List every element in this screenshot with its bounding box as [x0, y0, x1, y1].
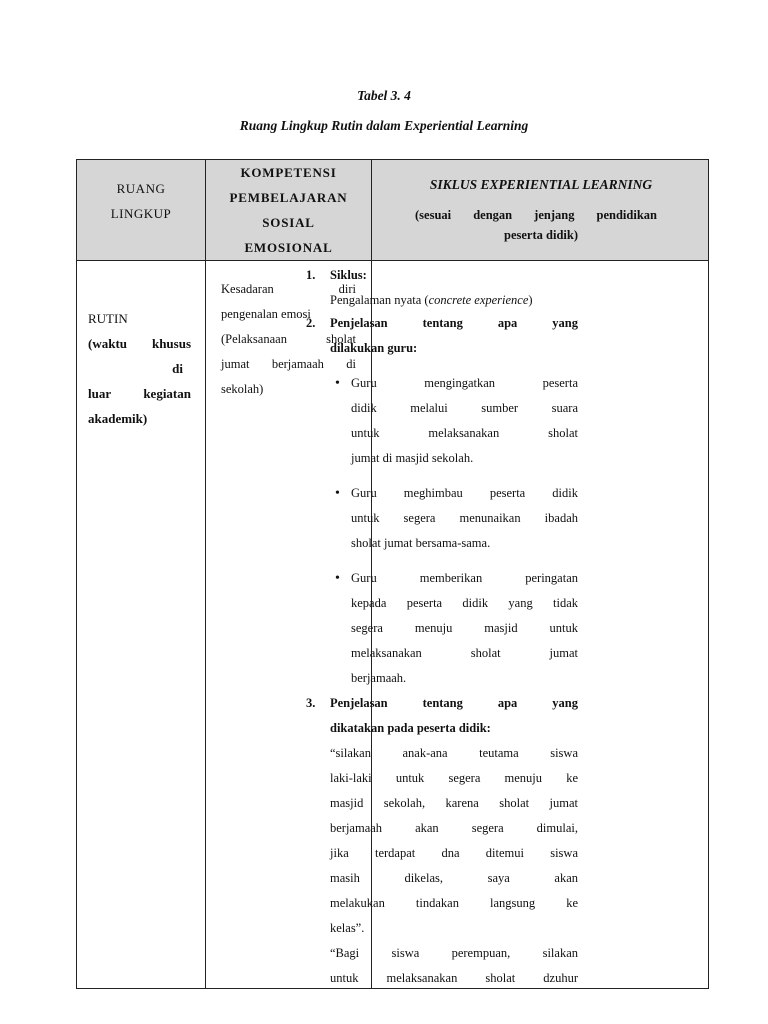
section-title: Siklus:: [330, 268, 367, 282]
bullet-icon: •: [335, 376, 340, 391]
kompetensi-line: pengenalan emosi: [221, 307, 311, 321]
bullet-line: segera menuju masjid untuk: [351, 621, 578, 635]
bullet-icon: •: [335, 571, 340, 586]
rutin-desc-line: (waktu khusus: [88, 336, 191, 351]
table-title: Ruang Lingkup Rutin dalam Experiential Learning: [239, 118, 529, 133]
section-number: 1.: [306, 268, 316, 282]
ruang-lingkup-cell: [88, 306, 191, 431]
section-title: dikatakan pada peserta didik:: [330, 721, 491, 735]
quote-line: untuk melaksanakan sholat dzuhur: [330, 971, 578, 985]
section-siklus: [306, 263, 578, 313]
rutin-desc-line: luar kegiatan: [88, 386, 191, 401]
quote-line: jika terdapat dna ditemui siswa: [330, 846, 578, 860]
text-part: ): [528, 293, 533, 307]
kompetensi-line: Kesadaran diri: [221, 282, 356, 296]
bullet-line: kepada peserta didik yang tidak: [351, 596, 578, 610]
bullet-line: Guru mengingatkan peserta: [351, 376, 578, 390]
kompetensi-line: jumat berjamaah di: [221, 357, 356, 371]
header-siklus-sub2: peserta didik): [504, 228, 578, 242]
bullet-line: Guru memberikan peringatan: [351, 571, 578, 585]
quote-line: melakukan tindakan langsung ke: [330, 896, 578, 910]
bullet-item: [335, 566, 578, 691]
bullet-line: didik melalui sumber suara: [351, 401, 578, 415]
header-kompetensi: [206, 160, 371, 260]
section-number: 2.: [306, 316, 316, 330]
bullet-line: sholat jumat bersama-sama.: [351, 536, 491, 550]
quote-line: laki-laki untuk segera menuju ke: [330, 771, 578, 785]
quote-line: “silakan anak-ana teutama siswa: [330, 746, 578, 760]
text-part: Pengalaman nyata (: [330, 293, 429, 307]
header-line: LINGKUP: [110, 206, 172, 221]
header-line: SOSIAL: [262, 215, 315, 230]
section-dilakukan-guru: [306, 311, 578, 361]
bullet-item: [335, 371, 578, 471]
kompetensi-line: (Pelaksanaan sholat: [221, 332, 356, 346]
bullet-icon: •: [335, 486, 340, 501]
bullet-line: untuk melaksanakan sholat: [351, 426, 578, 440]
quote-line: berjamaah akan segera dimulai,: [330, 821, 578, 835]
bullet-line: melaksanakan sholat jumat: [351, 646, 578, 660]
section-number: 3.: [306, 696, 316, 710]
header-ruang-lingkup: [77, 176, 205, 226]
section-dikatakan: [306, 691, 578, 991]
quote-line: kelas”.: [330, 921, 365, 935]
kompetensi-line: sekolah): [221, 382, 264, 396]
bullet-item: [335, 481, 578, 556]
section-text: [330, 288, 578, 313]
bullet-line: Guru meghimbau peserta didik: [351, 486, 578, 500]
header-line: EMOSIONAL: [244, 240, 333, 255]
section-title: dilakukan guru:: [330, 341, 418, 355]
rutin-label: RUTIN: [88, 311, 128, 326]
text-italic: concrete experience: [428, 293, 529, 307]
section-title: Penjelasan tentang apa yang: [330, 696, 578, 710]
header-line: PEMBELAJARAN: [229, 190, 348, 205]
bullet-line: berjamaah.: [351, 671, 407, 685]
quote-line: masih dikelas, saya akan: [330, 871, 578, 885]
bullet-line: jumat di masjid sekolah.: [351, 451, 474, 465]
header-siklus-title: SIKLUS EXPERIENTIAL LEARNING: [429, 177, 653, 192]
column-divider: [205, 160, 206, 988]
quote-line: “Bagi siswa perempuan, silakan: [330, 946, 578, 960]
bullet-line: untuk segera menunaikan ibadah: [351, 511, 578, 525]
header-siklus-sub: (sesuai dengan jenjang pendidikan: [415, 208, 657, 222]
header-line: KOMPETENSI: [240, 165, 337, 180]
rutin-desc-line: di: [172, 361, 183, 376]
quote-line: masjid sekolah, karena sholat jumat: [330, 796, 578, 810]
section-title: Penjelasan tentang apa yang: [330, 316, 578, 330]
rutin-desc-line: akademik): [88, 411, 148, 426]
table-number: Tabel 3. 4: [357, 88, 411, 103]
header-line: RUANG: [116, 181, 166, 196]
